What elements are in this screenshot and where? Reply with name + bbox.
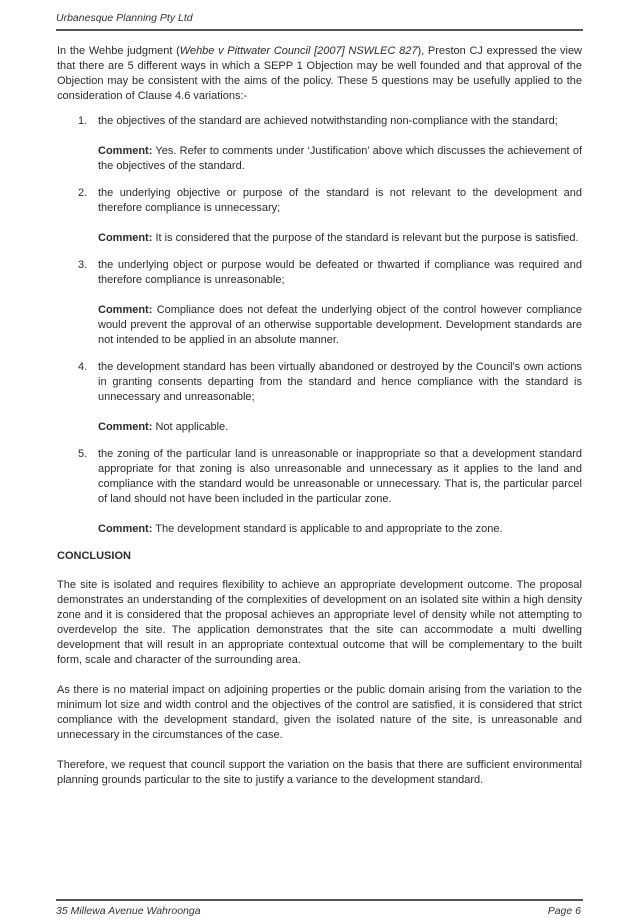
question-comment — [98, 522, 582, 537]
question-text: the objectives of the standard are achieved notwithstanding non-compliance with the standard; — [98, 115, 558, 127]
intro-after: ), Preston CJ expressed the view that there are 5 different ways in which a SEPP 1 Objection may be well founded and that approval of the Objection may be consistent with the aims of the policy. These 5 questions may be usefully applied to the consideration of Clause 4.6 variations:- — [57, 45, 583, 102]
comment-label: Comment: — [98, 523, 153, 535]
document-body — [57, 44, 582, 803]
question-number: 4. — [78, 361, 88, 373]
page-number: Page 6 — [547, 905, 581, 917]
comment-text: Not applicable. — [152, 421, 229, 433]
footer-address: 35 Millewa Avenue Wahroonga — [56, 905, 201, 917]
question-comment — [98, 303, 582, 348]
comment-text: The development standard is applicable to and appropriate to the zone. — [152, 523, 503, 535]
page-header-company: Urbanesque Planning Pty Ltd — [56, 12, 193, 24]
question-number: 2. — [78, 187, 88, 199]
question-number: 5. — [78, 448, 88, 460]
conclusion-paragraph-1: The site is isolated and requires flexibility to achieve an appropriate development outcome. The proposal demonstrates an understanding of the complexities of development on an isolated site within a high density zone and it is considered that the proposal achieves an appropriate level of density while not attempting to overdevelop the site. The application demonstrates that the site can accommodate a multi dwelling development that will result in an appropriate contextual outcome that will be complementary to the built form, scale and character of the surrounding area. — [57, 579, 582, 666]
question-number: 3. — [78, 259, 88, 271]
intro-paragraph — [57, 44, 582, 104]
questions-list — [57, 114, 582, 537]
question-comment — [98, 420, 582, 435]
comment-text: Yes. Refer to comments under ‘Justification’ above which discusses the achievement of the objectives of the standard. — [98, 145, 582, 172]
question-item-4 — [57, 360, 582, 435]
page-footer — [56, 905, 581, 919]
question-text: the development standard has been virtually abandoned or destroyed by the Council's own actions in granting consents departing from the standard and hence compliance with the standard is unnecessary and unreasonable; — [98, 361, 582, 403]
question-text: the underlying objective or purpose of the standard is not relevant to the development and therefore compliance is unnecessary; — [98, 187, 582, 214]
question-number: 1. — [78, 115, 88, 127]
question-item-1 — [57, 114, 582, 174]
comment-label: Comment: — [98, 145, 153, 157]
question-comment — [98, 231, 582, 246]
question-item-3 — [57, 258, 582, 348]
comment-label: Comment: — [98, 421, 153, 433]
question-text: the zoning of the particular land is unreasonable or inappropriate so that a development standard appropriate for that zoning is also unreasonable and unnecessary as it applies to the land and compliance with the standard would be unreasonable or unnecessary. That is, the particular parcel of land should not have been included in the particular zone. — [98, 448, 582, 505]
header-divider — [56, 29, 583, 31]
question-comment — [98, 144, 582, 174]
comment-text: It is considered that the purpose of the standard is relevant but the purpose is satisfied. — [152, 232, 579, 244]
question-item-2 — [57, 186, 582, 246]
comment-label: Comment: — [98, 304, 153, 316]
question-item-5 — [57, 447, 582, 537]
intro-before: In the Wehbe judgment ( — [57, 45, 180, 57]
comment-text: Compliance does not defeat the underlying object of the control however compliance would prevent the approval of an otherwise supportable development. Development standards are not intended to be applied in an absolute manner. — [98, 304, 582, 346]
conclusion-paragraph-2: As there is no material impact on adjoining properties or the public domain arising from the variation to the minimum lot size and width control and the objectives of the control are satisfied, it is considered that strict compliance with the development standard, given the isolated nature of the site, is unreasonable and unnecessary in the circumstances of the case. — [57, 684, 582, 741]
question-text: the underlying object or purpose would be defeated or thwarted if compliance was required and therefore compliance is unreasonable; — [98, 259, 582, 286]
case-citation: Wehbe v Pittwater Council [2007] NSWLEC 827 — [179, 45, 418, 57]
footer-divider — [56, 899, 583, 901]
conclusion-heading: CONCLUSION — [57, 550, 131, 562]
comment-label: Comment: — [98, 232, 153, 244]
conclusion-paragraph-3: Therefore, we request that council support the variation on the basis that there are sufficient environmental planning grounds particular to the site to justify a variance to the development standard. — [57, 759, 582, 786]
